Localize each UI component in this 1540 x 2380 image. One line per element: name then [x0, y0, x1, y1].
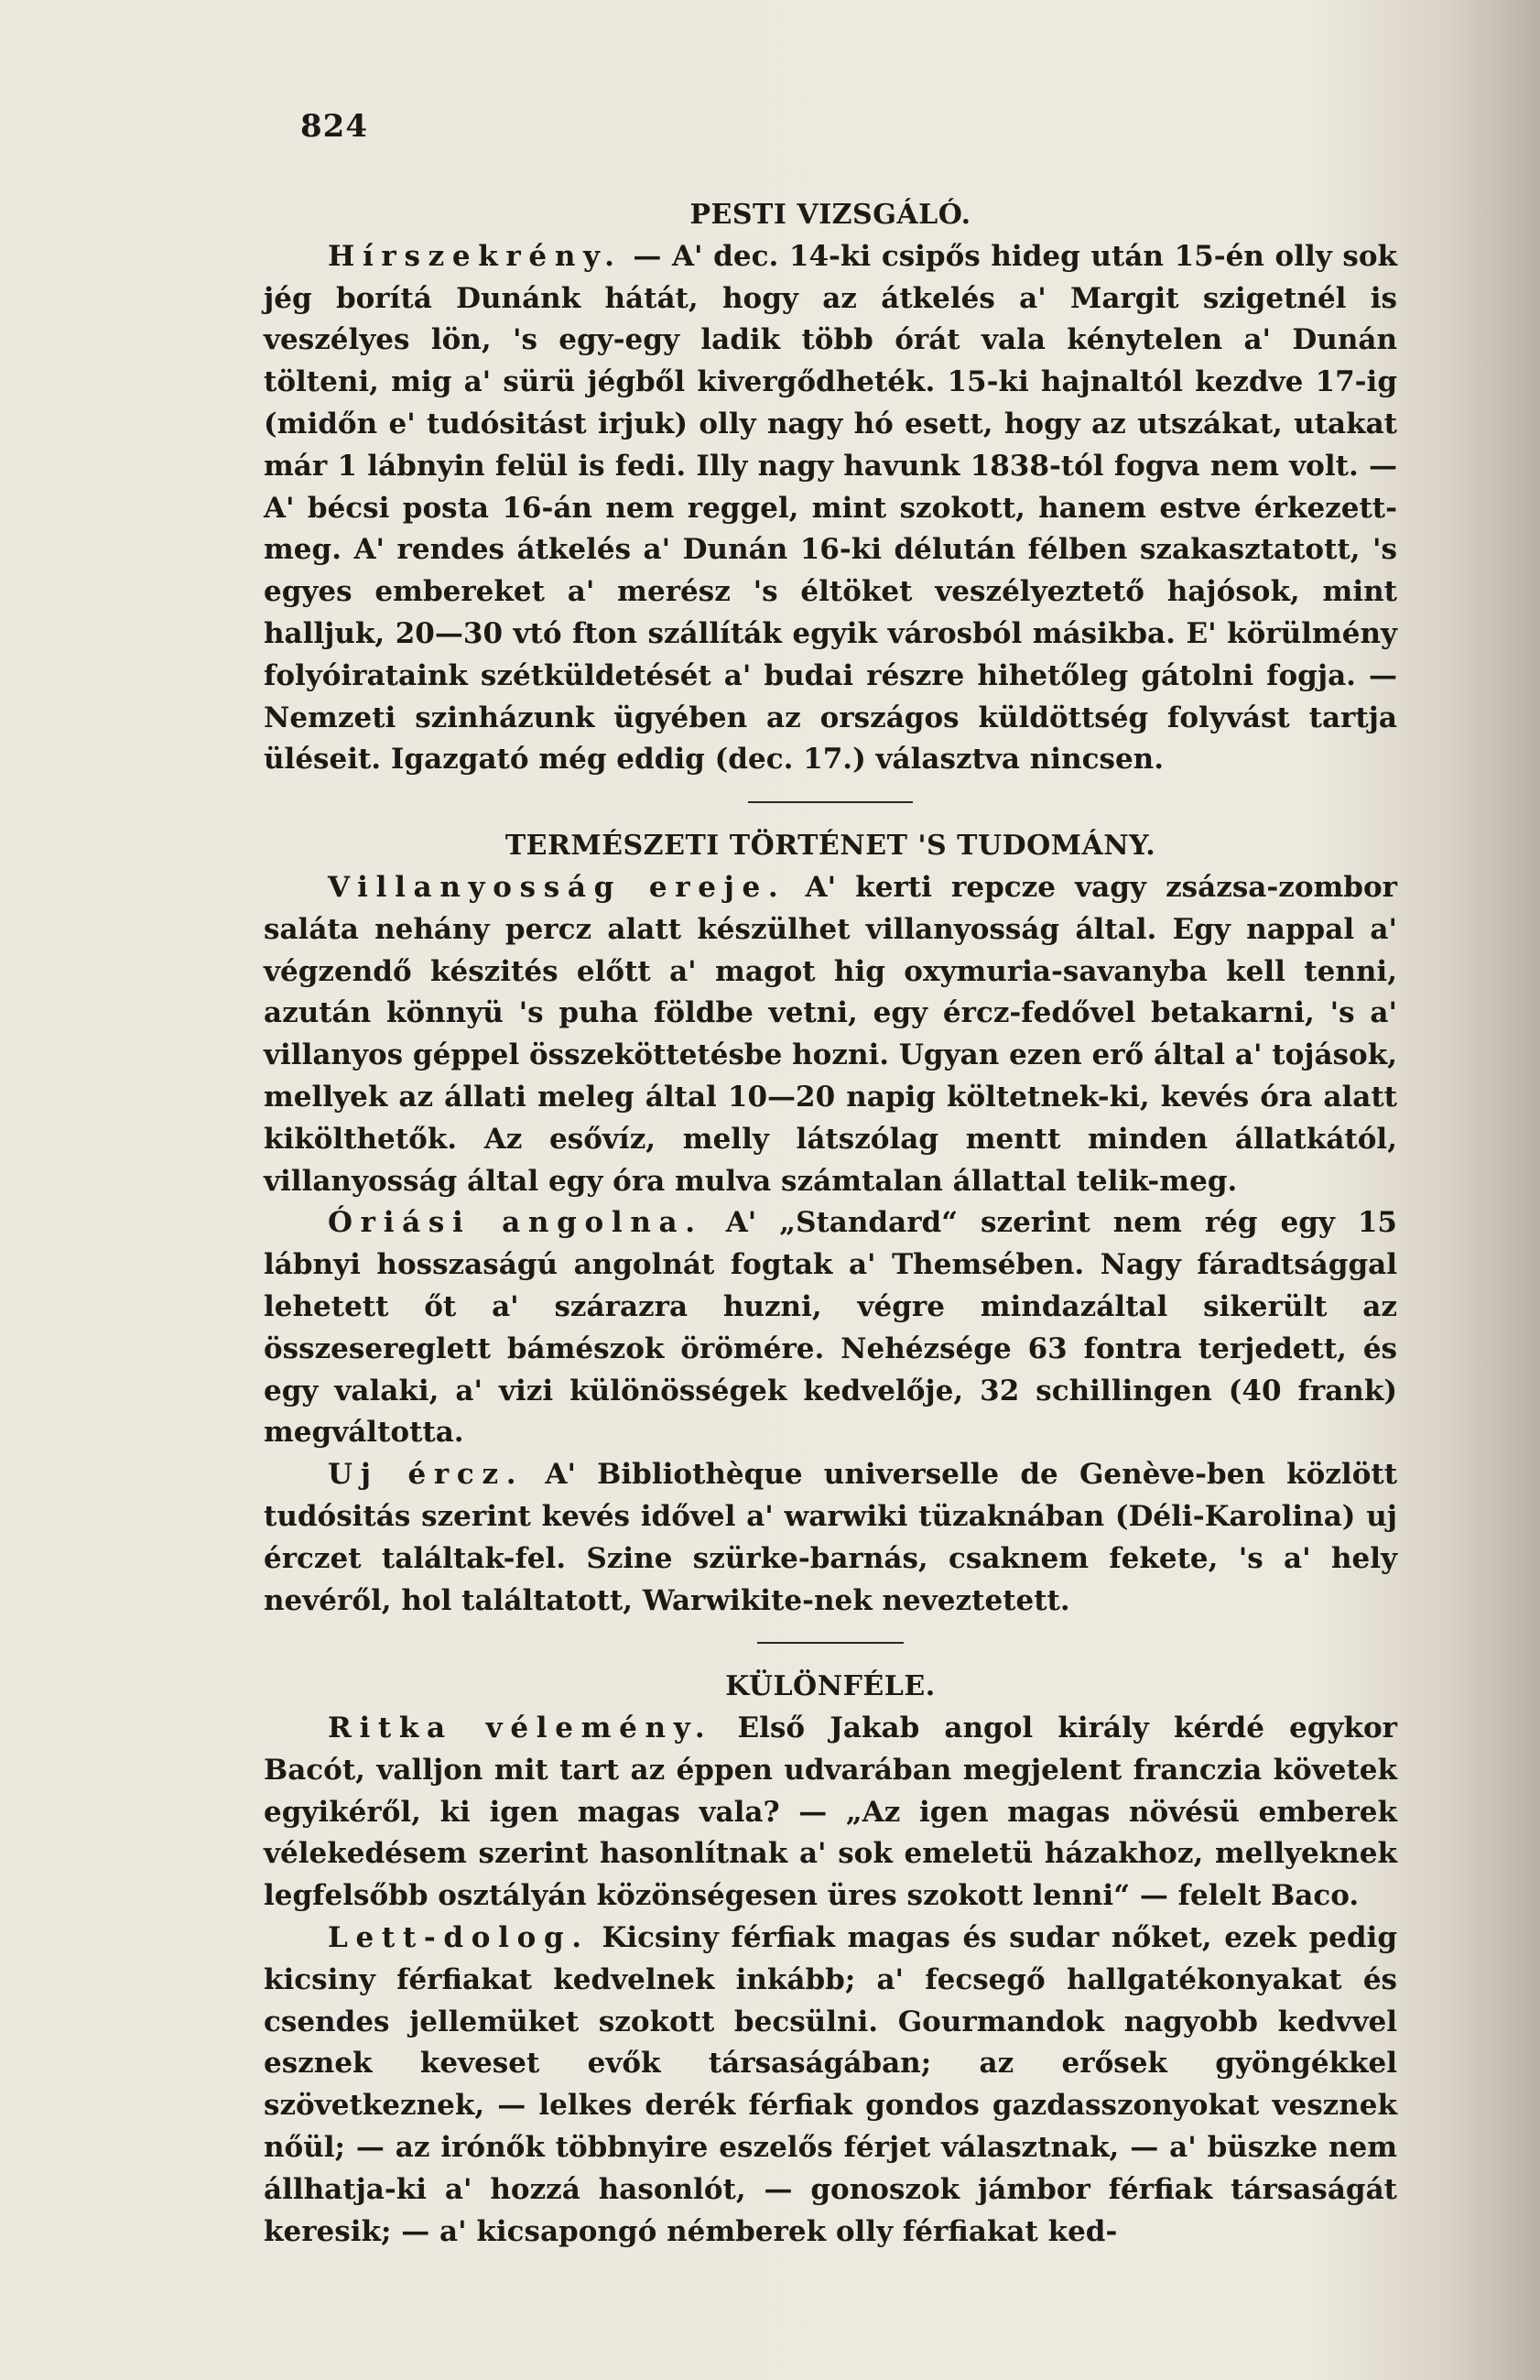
section-heading-kulonfele: KÜLÖNFÉLE.: [725, 1670, 936, 1703]
paragraph-lead: Hírszekrény.: [328, 239, 623, 273]
paragraph-text: A' „Standard“ szerint nem rég egy 15 lábnyi hosszaságú angolnát fogtak a' Themsében. Nagy fáradtsággal lehetett őt a' szárazra huzni, végre mindazáltal sikerült az összesereglett bámészok örömére. Nehézsége 63 fontra terjedett, és egy valaki, a' vizi különösségek kedvelője, 32 schillingen (40 frank) megváltotta.: [264, 1206, 1397, 1450]
paragraph-text: Első Jakab angol király kérdé egykor Bacót, valljon mit tart az éppen udvarában megjelent franczia követek egyikéről, ki igen magas vala? — „Az igen magas növésü emberek vélekedésem szerint hasonlítnak a' sok emeletü házakhoz, mellyeknek legfelsőbb osztályán közönségesen üres szokott lenni“ — felelt Baco.: [264, 1712, 1397, 1913]
page-number: 824: [300, 108, 368, 145]
paragraph-oriasi-angolna: [264, 1202, 1397, 1454]
paragraph-lead: Villanyosság ereje.: [328, 870, 786, 904]
paragraph-text: — A' dec. 14-ki csipős hideg után 15-én olly sok jég borítá Dunánk hátát, hogy az átkelés a' Margit szigetnél is veszélyes lön, 's egy-egy ladik több órát vala kénytelen a' Dunán tölteni, mig a' sürü jégből kivergődheték. 15-ki hajnaltól kezdve 17-ig (midőn e' tudósitást irjuk) olly nagy hó esett, hogy az utszákat, utakat már 1 lábnyin felül is fedi. Illy nagy havunk 1838-tól fogva nem volt. — A' bécsi posta 16-án nem reggel, mint szokott, hanem estve érkezett-meg. A' rendes átkelés a' Dunán 16-ki délután félben szakasztatott, 's egyes embereket a' merész 's éltöket veszélyeztető hajósok, mint halljuk, 20—30 vtó fton szállíták egyik városból másikba. E' körülmény folyóirataink szétküldetését a' budai részre hihetőleg gátolni fogja. — Nemzeti szinházunk ügyében az országos küldöttség folyvást tartja üléseit. Igazgató még eddig (dec. 17.) választva nincsen.: [264, 239, 1397, 777]
paragraph-uj-ercz: [264, 1454, 1397, 1622]
paragraph-hirszekreny: [264, 236, 1397, 781]
paragraph-villanyossag-ereje: [264, 867, 1397, 1202]
paragraph-lett-dolog: [264, 1918, 1397, 2253]
paragraph-lead: Lett-dolog.: [328, 1921, 590, 1955]
paragraph-ritka-velemeny: [264, 1708, 1397, 1918]
paragraph-lead: Ritka vélemény.: [328, 1712, 713, 1745]
section-heading-pesti-vizsgalo: PESTI VIZSGÁLÓ.: [689, 199, 971, 231]
paragraph-lead: Uj ércz.: [328, 1458, 525, 1492]
paragraph-text: A' Bibliothèque universelle de Genève-ben közlött tudósitás szerint kevés idővel a' warwiki tüzaknában (Déli-Karolina) uj érczet találtak-fel. Szine szürke-barnás, csaknem fekete, 's a' hely nevéről, hol találtatott, Warwikite-nek neveztetett.: [264, 1458, 1398, 1617]
section-heading-termeszeti-tortenet: TERMÉSZETI TÖRTÉNET 'S TUDOMÁNY.: [504, 830, 1156, 863]
paragraph-text: A' kerti repcze vagy zsázsa-zombor saláta nehány percz alatt készülhet villanyosság által. Egy nappal a' végzendő készités előtt a' magot hig oxymuria-savanyba kell tenni, azután könnyü 's puha földbe vetni, egy ércz-fedővel betakarni, 's a' villanyos géppel összeköttetésbe hozni. Ugyan ezen erő által a' tojások, mellyek az állati meleg által 10—20 napig költetnek-ki, kevés óra alatt kikölthetők. Az esővíz, melly látszólag mentt minden állatkától, villanyosság által egy óra mulva számtalan állattal telik-meg.: [264, 870, 1397, 1198]
paragraph-text: Kicsiny férfiak magas és sudar nőket, ezek pedig kicsiny férfiakat kedvelnek inkább; a' fecsegő hallgatékonyakat és csendes jellemüket szokott becsülni. Gourmandok nagyobb kedvvel esznek keveset evők társaságában; az erősek gyöngékkel szövetkeznek, — lelkes derék férfiak gondos gazdasszonyokat vesznek nőül; — az irónők többnyire eszelős férjet választnak, — a' büszke nem állhatja-ki a' hozzá hasonlót, — gonoszok jámbor férfiak társaságát keresik; — a' kicsapongó némberek olly férfiakat ked-: [264, 1921, 1397, 2248]
paragraph-lead: Óriási angolna.: [328, 1206, 703, 1240]
text-column: [264, 194, 1397, 2253]
section-divider: [748, 801, 913, 803]
section-divider: [757, 1642, 904, 1644]
